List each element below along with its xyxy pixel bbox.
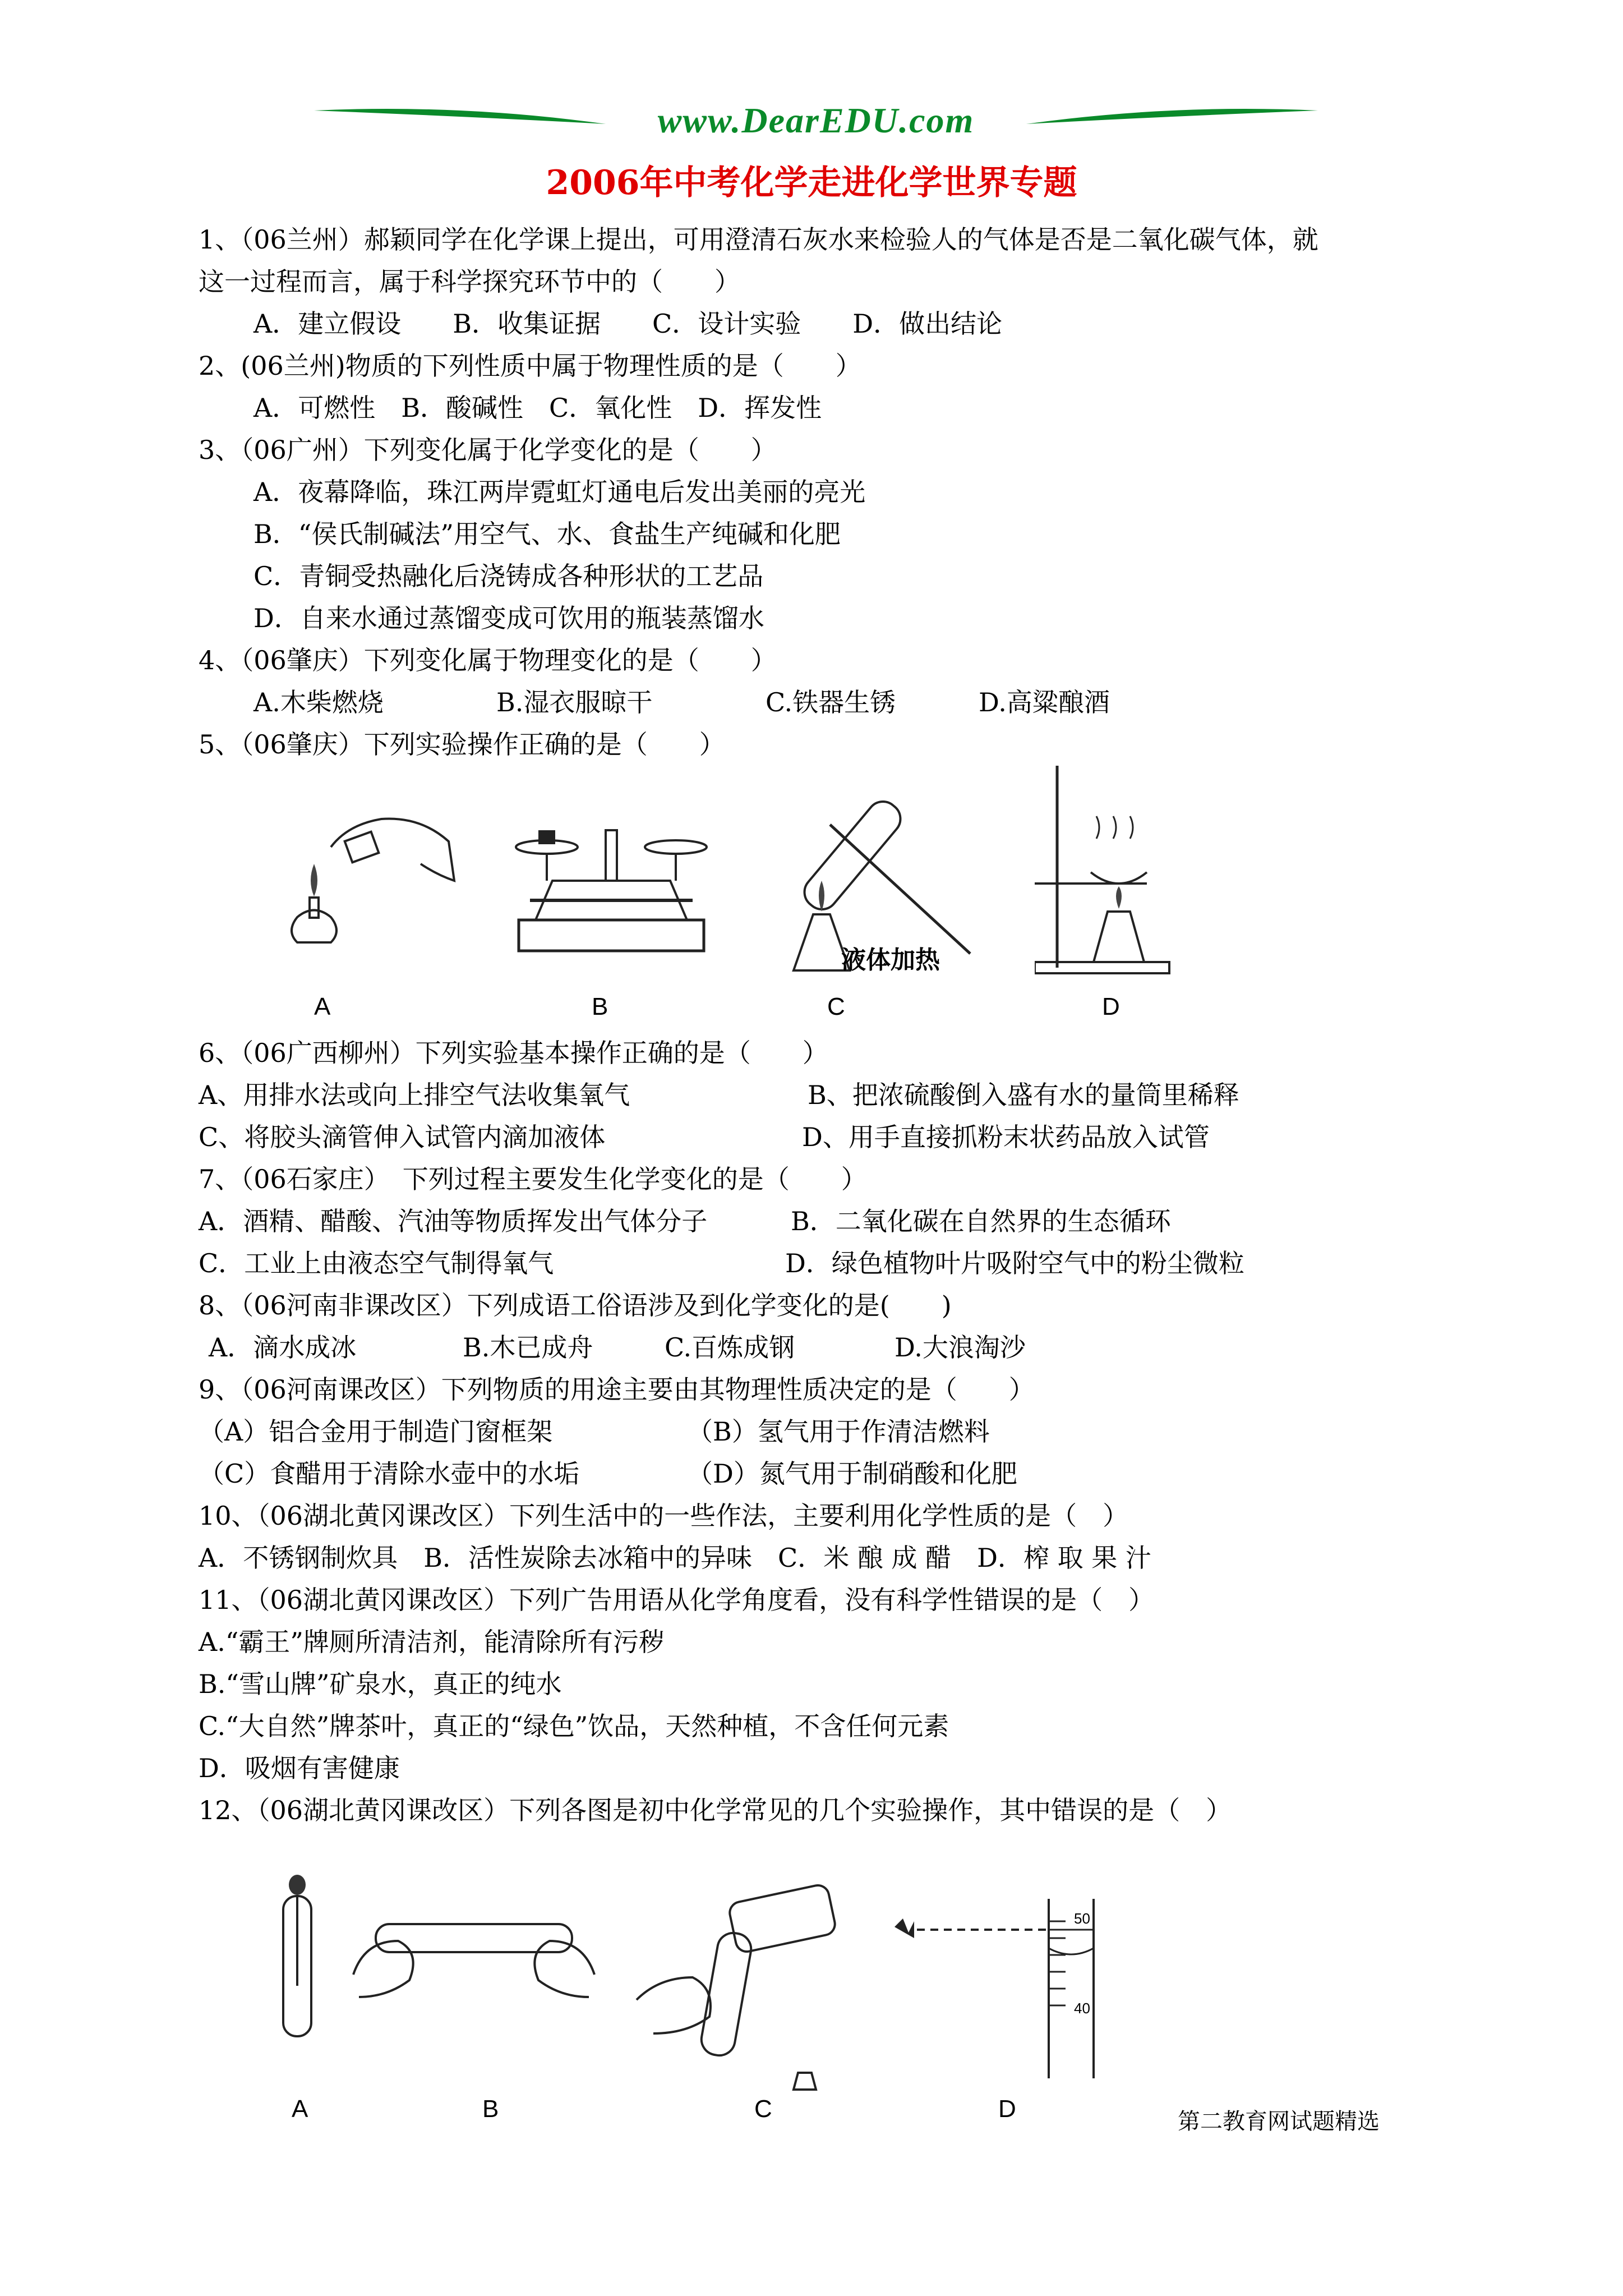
q11-option-b: B.“雪山牌”矿泉水，真正的纯水 (199, 1669, 562, 1699)
q7-option-c: C．工业上由液态空气制得氧气 (199, 1248, 554, 1278)
q12-label-c: C (754, 2095, 772, 2123)
q5-figure-c-caption: 液体加热 (841, 946, 940, 974)
q7-option-b: B．二氧化碳在自然界的生态循环 (791, 1206, 1171, 1236)
q2-options: A．可燃性 B．酸碱性 C．氧化性 D．挥发性 (253, 393, 822, 423)
q12-scale-label-bottom: 40 (1074, 2000, 1090, 2017)
q9-option-d: （D）氮气用于制硝酸和化肥 (687, 1458, 1017, 1489)
q5-stem: 5、（06肇庆）下列实验操作正确的是（ ） (199, 729, 725, 760)
q1-options: A．建立假设 B．收集证据 C．设计实验 D．做出结论 (253, 309, 1003, 339)
q4-option-b: B.湿衣服晾干 (496, 687, 653, 717)
q3-option-b: B．“侯氏制碱法”用空气、水、食盐生产纯碱和化肥 (253, 519, 841, 549)
q11-option-a: A.“霸王”牌厕所清洁剂，能清除所有污秽 (199, 1627, 665, 1657)
q12-label-b: B (482, 2095, 499, 2123)
q5-figure-a-lamp (280, 802, 465, 959)
q4-option-d: D.高粱酿酒 (979, 687, 1110, 717)
q9-option-c: （C）食醋用于清除水壶中的水垢 (199, 1458, 580, 1489)
q9-option-b: （B）氢气用于作清洁燃料 (687, 1416, 990, 1447)
q11-option-d: D．吸烟有害健康 (199, 1753, 400, 1783)
header-swoosh-right (1026, 104, 1318, 132)
q2-stem: 2、(06兰州)物质的下列性质中属于物理性质的是（ ） (199, 351, 861, 381)
q9-stem: 9、（06河南课改区）下列物质的用途主要由其物理性质决定的是（ ） (199, 1374, 1035, 1405)
q4-option-a: A.木柴燃烧 (253, 687, 384, 717)
q12-figure-b-hands-tube (342, 1907, 606, 2008)
q3-stem: 3、（06广州）下列变化属于化学变化的是（ ） (199, 435, 777, 465)
q5-figure-b-balance (508, 808, 715, 959)
q4-stem: 4、（06肇庆）下列变化属于物理变化的是（ ） (199, 645, 777, 675)
q6-option-a: A、用排水法或向上排空气法收集氧气 (199, 1080, 630, 1110)
q7-stem: 7、（06石家庄） 下列过程主要发生化学变化的是（ ） (199, 1164, 867, 1194)
q12-figure-a-dropper (269, 1874, 325, 2042)
q6-option-d: D、用手直接抓粉末状药品放入试管 (802, 1122, 1210, 1152)
q5-label-d: D (1102, 993, 1120, 1020)
q11-option-c: C.“大自然”牌茶叶，真正的“绿色”饮品，天然种植，不含任何元素 (199, 1711, 949, 1741)
q9-option-a: （A）铝合金用于制造门窗框架 (199, 1416, 553, 1447)
q7-option-d: D．绿色植物叶片吸附空气中的粉尘微粒 (785, 1248, 1244, 1278)
q10-stem: 10、（06湖北黄冈课改区）下列生活中的一些作法，主要利用化学性质的是（ ） (199, 1501, 1129, 1531)
q3-option-d: D．自来水通过蒸馏变成可饮用的瓶装蒸馏水 (253, 603, 764, 633)
q11-stem: 11、（06湖北黄冈课改区）下列广告用语从化学角度看，没有科学性错误的是（ ） (199, 1585, 1155, 1615)
header-swoosh-left (314, 104, 606, 132)
q8-option-a: A．滴水成冰 (209, 1332, 357, 1363)
q4-option-c: C.铁器生锈 (766, 687, 896, 717)
q12-scale-label-top: 50 (1074, 1910, 1090, 1927)
q6-stem: 6、（06广西柳州）下列实验基本操作正确的是（ ） (199, 1038, 828, 1068)
q8-stem: 8、（06河南非课改区）下列成语工俗语涉及到化学变化的是( ) (199, 1290, 952, 1320)
q5-label-a: A (314, 993, 331, 1020)
q12-label-d: D (998, 2095, 1016, 2123)
footer-source: 第二教育网试题精选 (1178, 2109, 1380, 2134)
q6-option-c: C、将胶头滴管伸入试管内滴加液体 (199, 1122, 606, 1152)
q12-label-a: A (292, 2095, 308, 2123)
q6-option-b: B、把浓硫酸倒入盛有水的量筒里稀释 (808, 1080, 1239, 1110)
site-logo[interactable]: www.DearEDU.com (657, 100, 975, 140)
q12-stem: 12、（06湖北黄冈课改区）下列各图是初中化学常见的几个实验操作，其中错误的是（ ） (199, 1795, 1232, 1825)
q5-label-c: C (827, 993, 845, 1020)
q5-figure-d-evaporation (1035, 760, 1203, 979)
q7-option-a: A．酒精、醋酸、汽油等物质挥发出气体分子 (199, 1206, 708, 1236)
page-title: 2006年中考化学走进化学世界专题 (546, 163, 1077, 203)
q12-figure-c-pouring (625, 1882, 855, 2112)
q1-stem-line1: 1、（06兰州）郝颖同学在化学课上提出，可用澄清石灰水来检验人的气体是否是二氧化碳气体，就 (199, 224, 1318, 255)
q1-stem-line2: 这一过程而言，属于科学探究环节中的（ ） (199, 266, 740, 297)
q8-option-b: B.木已成舟 (463, 1332, 593, 1363)
q8-option-c: C.百炼成钢 (665, 1332, 795, 1363)
q8-option-d: D.大浪淘沙 (895, 1332, 1026, 1363)
q3-option-c: C．青铜受热融化后浇铸成各种形状的工艺品 (253, 561, 764, 591)
q10-options: A．不锈钢制炊具 B．活性炭除去冰箱中的异味 C．米 酿 成 醋 D．榨 取 果 汁 (199, 1543, 1151, 1573)
q3-option-a: A．夜幕降临，珠江两岸霓虹灯通电后发出美丽的亮光 (253, 477, 866, 507)
q5-label-b: B (592, 993, 608, 1020)
